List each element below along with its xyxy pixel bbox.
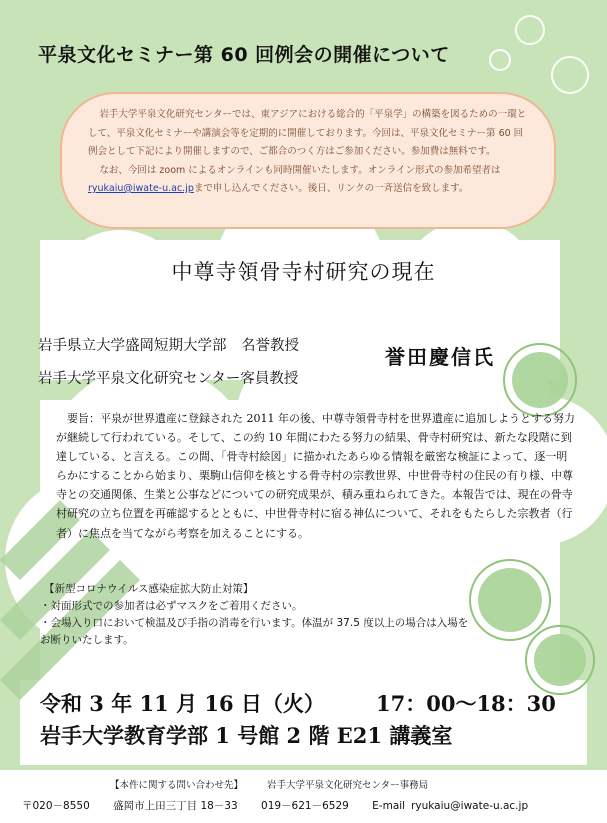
notice-item-temperature: ・会場入り口において検温及び手指の消毒を行います。体温が 37.5 度以上の場合は入場を [40, 617, 469, 629]
notice-heading: 【新型コロナウイルス感染症拡大防止対策】 [44, 583, 254, 595]
event-datetime [40, 688, 580, 718]
footer [0, 770, 607, 823]
abstract-text: 要旨：平泉が世界遺産に登録された 2011 年の後、中尊寺領骨寺村を世界遺産に追加しようとする努力が継続して行われている。そして、この約 10 年間にわたる努力の結果、骨寺村研究は、新たな段階に到達している、と言える。この間、「骨寺村絵図」に描かれたあらゆる情報を厳密な検証によって、逐一明らかにすることから始まり、栗駒山信仰を核とする骨寺村の宗教世界、中世骨寺村の住民の有り様、中尊寺との交通関係、生業と公事などについての研究成果が、積み重ねられてきた。本報告では、現在の骨寺村研究の立ち位置を再確認するとともに、中世骨寺村に宿る神仏について、それをもたらした宗教者（行者）に焦点を当てながら考察を加えることにする。 [56, 412, 575, 540]
intro-paragraph-2 [88, 162, 528, 199]
abstract [56, 409, 576, 543]
footer-line-1 [110, 777, 428, 791]
office-name: 岩手大学平泉文化研究センター事務局 [267, 780, 429, 791]
footer-line-2 [22, 798, 548, 813]
covid-notice [40, 581, 580, 649]
intro-paragraph-2-text: なお、今回は zoom によるオンラインも同時開催いたします。オンライン形式の参加希望者は [99, 164, 501, 176]
page-title: 平泉文化セミナー第 60 回例会の開催について [38, 44, 450, 66]
notice-item-mask: ・対面形式での参加者は必ずマスクをご着用ください。 [40, 600, 303, 612]
address: 盛岡市上田三丁目 18－33 [113, 800, 238, 812]
intro-email-link[interactable]: ryukaiu@iwate-u.ac.jp [88, 183, 194, 194]
inquiry-label: 【本件に関する問い合わせ先】 [110, 780, 244, 791]
footer-email[interactable]: ryukaiu@iwate-u.ac.jp [411, 800, 529, 812]
email-label: E-mail [372, 800, 406, 812]
notice-item-temperature-cont: お断りいたします。 [40, 634, 134, 646]
postal-code: 〒020－8550 [22, 800, 90, 812]
phone: 019－621－6529 [261, 800, 349, 812]
event-time: 17：00～18：30 [376, 691, 556, 716]
intro-paragraph-2-end: まで申し込んでください。後日、リンクの一斉送信を致します。 [193, 183, 469, 194]
intro-box [60, 92, 556, 229]
speaker-name: 誉田慶信氏 [385, 345, 495, 369]
lecture-title: 中尊寺領骨寺村研究の現在 [171, 260, 436, 284]
event-venue: 岩手大学教育学部 1 号館 2 階 E21 講義室 [40, 723, 453, 748]
speaker-affiliation-1: 岩手県立大学盛岡短期大学部 名誉教授 [38, 338, 299, 354]
speaker-affiliation-2: 岩手大学平泉文化研究センター客員教授 [38, 371, 299, 387]
event-date: 令和 3 年 11 月 16 日（火） [40, 691, 325, 716]
intro-paragraph-1: 岩手大学平泉文化研究センターでは、東アジアにおける総合的「平泉学」の構築を図るための一環として、平泉文化セミナーや講演会等を定期的に開催しております。今回は、平泉文化セミナー第 60 回例会として下記により開催しますので、ご都合のつく方はご参加ください。参加費は無料です。 [88, 109, 527, 157]
